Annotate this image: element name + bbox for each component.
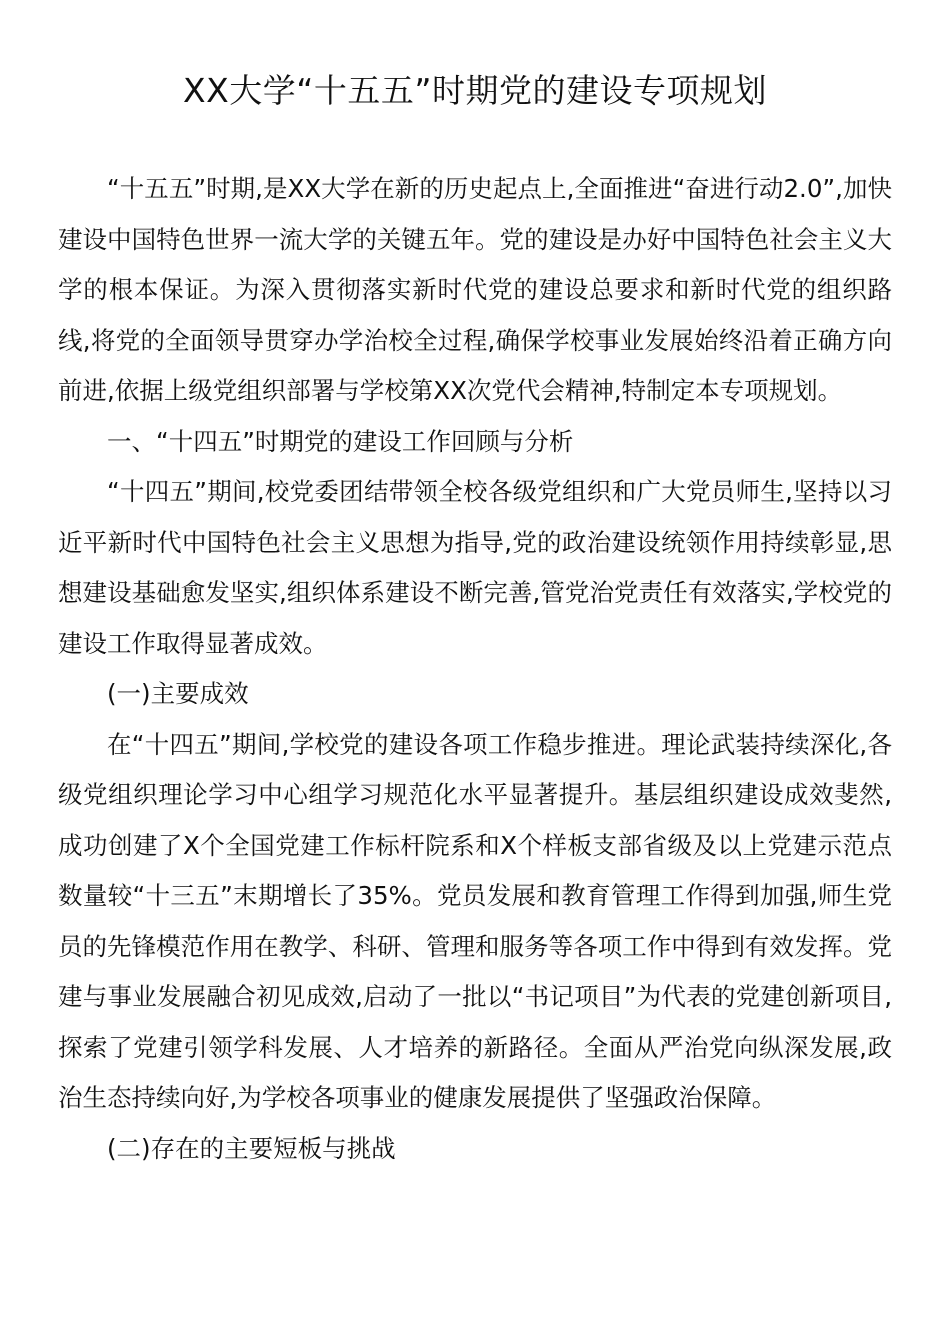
document-body <box>58 164 892 1174</box>
achievements-paragraph: 在“十四五”期间,学校党的建设各项工作稳步推进。理论武装持续深化,各级党组织理论学习中心组学习规范化水平显著提升。基层组织建设成效斐然,成功创建了X个全国党建工作标杆院系和X个样板支部省级及以上党建示范点数量较“十三五”末期增长了35%。党员发展和教育管理工作得到加强,师生党员的先锋模范作用在教学、科研、管理和服务等各项工作中得到有效发挥。党建与事业发展融合初见成效,启动了一批以“书记项目”为代表的党建创新项目,探索了党建引领学科发展、人才培养的新路径。全面从严治党向纵深发展,政治生态持续向好,为学校各项事业的健康发展提供了坚强政治保障。 <box>58 729 892 1112</box>
section-review-paragraph: “十四五”期间,校党委团结带领全校各级党组织和广大党员师生,坚持以习近平新时代中国特色社会主义思想为指导,党的政治建设统领作用持续彰显,思想建设基础愈发坚实,组织体系建设不断完善,管党治党责任有效落实,学校党的建设工作取得显著成效。 <box>58 477 892 658</box>
section-heading-review: 一、“十四五”时期党的建设工作回顾与分析 <box>107 426 574 456</box>
subsection-heading-achievements: (一)主要成效 <box>107 679 249 708</box>
subsection-heading-challenges: (二)存在的主要短板与挑战 <box>107 1133 396 1163</box>
document-title: XX大学“十五五”时期党的建设专项规划 <box>183 71 767 110</box>
intro-paragraph: “十五五”时期,是XX大学在新的历史起点上,全面推进“奋进行动2.0”,加快建设中国特色世界一流大学的关键五年。党的建设是办好中国特色社会主义大学的根本保证。为深入贯彻落实新时代党的建设总要求和新时代党的组织路线,将党的全面领导贯穿办学治校全过程,确保学校事业发展始终沿着正确方向前进,依据上级党组织部署与学校第XX次党代会精神,特制定本专项规划。 <box>58 174 892 405</box>
